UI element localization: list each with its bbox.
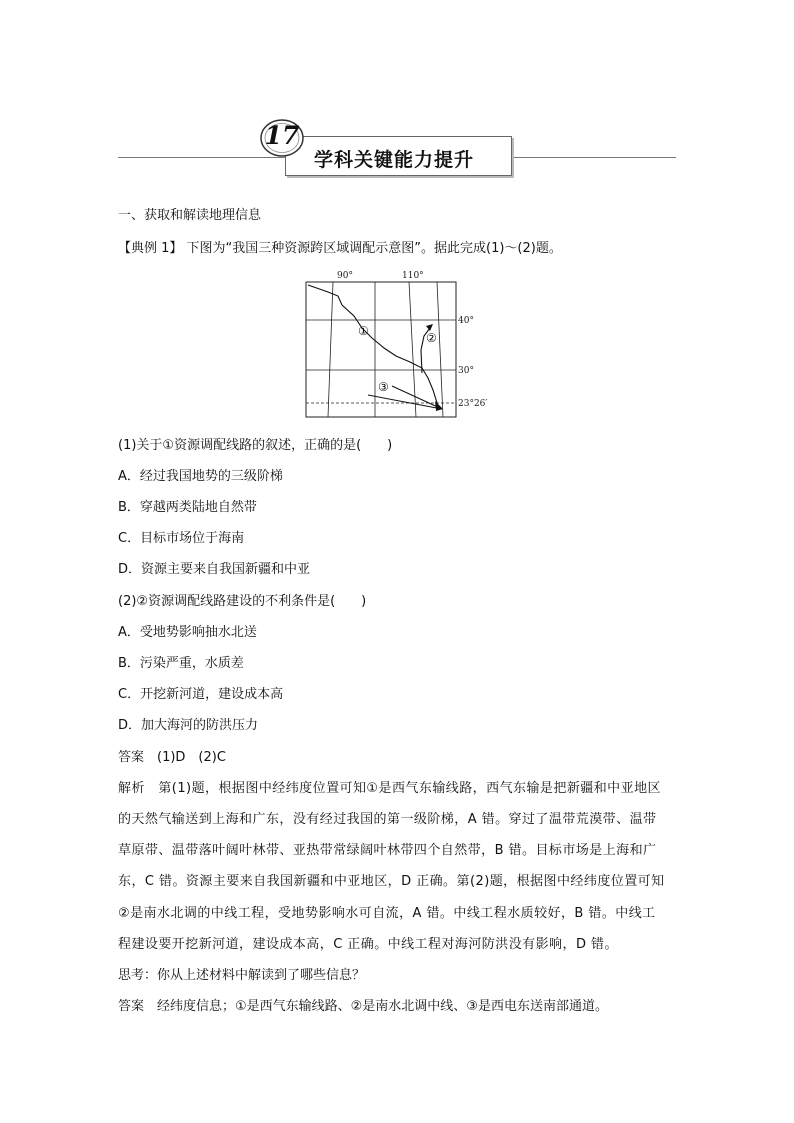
analysis-line-5: ②是南水北调的中线工程，受地势影响水可自流，A 错。中线工程水质较好，B 错。中线工: [118, 906, 656, 921]
question-2-option-b: B．污染严重，水质差: [118, 656, 244, 671]
resource-map-figure: [300, 268, 500, 420]
route-3-line-a: [368, 395, 442, 409]
analysis-line-3: 草原带、温带落叶阔叶林带、亚热带常绿阔叶林带四个自然带，B 错。目标市场是上海和广: [118, 843, 657, 858]
route-label-2: ②: [426, 331, 437, 345]
lat-label-40: 40°: [458, 316, 474, 326]
lon-label-110: 110°: [402, 271, 424, 281]
lat-label-30: 30°: [458, 366, 474, 376]
analysis-line-6: 程建设要开挖新河道，建设成本高，C 正确。中线工程对海河防洪没有影响，D 错。: [118, 937, 618, 952]
header-rule-right: [511, 157, 676, 158]
section-heading: 一、获取和解读地理信息: [118, 208, 262, 223]
question-2-stem: (2)②资源调配线路建设的不利条件是( ): [118, 594, 367, 609]
route-label-3: ③: [378, 380, 389, 394]
think-question: 思考：你从上述材料中解读到了哪些信息？: [118, 968, 366, 983]
question-2-option-c: C．开挖新河道，建设成本高: [118, 687, 284, 702]
question-2-option-a: A．受地势影响抽水北送: [118, 625, 257, 640]
think-answer: 答案 经纬度信息；①是西气东输线路、②是南水北调中线、③是西电东送南部通道。: [118, 999, 608, 1014]
example-intro: 【典例 1】 下图为“我国三种资源跨区域调配示意图”。据此完成(1)～(2)题。: [118, 241, 562, 256]
question-1-option-c: C．目标市场位于海南: [118, 531, 245, 546]
route-1-line: [308, 285, 438, 406]
analysis-line-2: 的天然气输送到上海和广东，没有经过我国的第一级阶梯，A 错。穿过了温带荒漠带、温带: [118, 812, 657, 827]
route-3-line-b: [392, 386, 442, 409]
question-1-option-a: A．经过我国地势的三级阶梯: [118, 469, 283, 484]
analysis-line-1: 解析 第(1)题，根据图中经纬度位置可知①是西气东输线路，西气东输是把新疆和中亚地区: [118, 781, 661, 796]
question-2-option-d: D．加大海河的防洪压力: [118, 718, 259, 733]
route-2-arrow: [426, 324, 433, 331]
page-title: 学科关键能力提升: [314, 149, 475, 171]
answer: 答案 (1)D (2)C: [118, 750, 226, 765]
meridian-right: [437, 282, 443, 417]
lon-label-90: 90°: [337, 271, 353, 281]
chapter-number: 17: [264, 121, 300, 150]
lat-label-tropic: 23°26′: [458, 399, 488, 409]
question-1-option-b: B．穿越两类陆地自然带: [118, 500, 257, 515]
question-1-option-d: D．资源主要来自我国新疆和中亚: [118, 562, 311, 577]
route-label-1: ①: [358, 324, 369, 338]
meridian-left: [328, 282, 333, 417]
analysis-line-4: 东，C 错。资源主要来自我国新疆和中亚地区，D 正确。第(2)题，根据图中经纬度位置可知: [118, 874, 665, 889]
question-1-stem: (1)关于①资源调配线路的叙述，正确的是( ): [118, 438, 393, 453]
